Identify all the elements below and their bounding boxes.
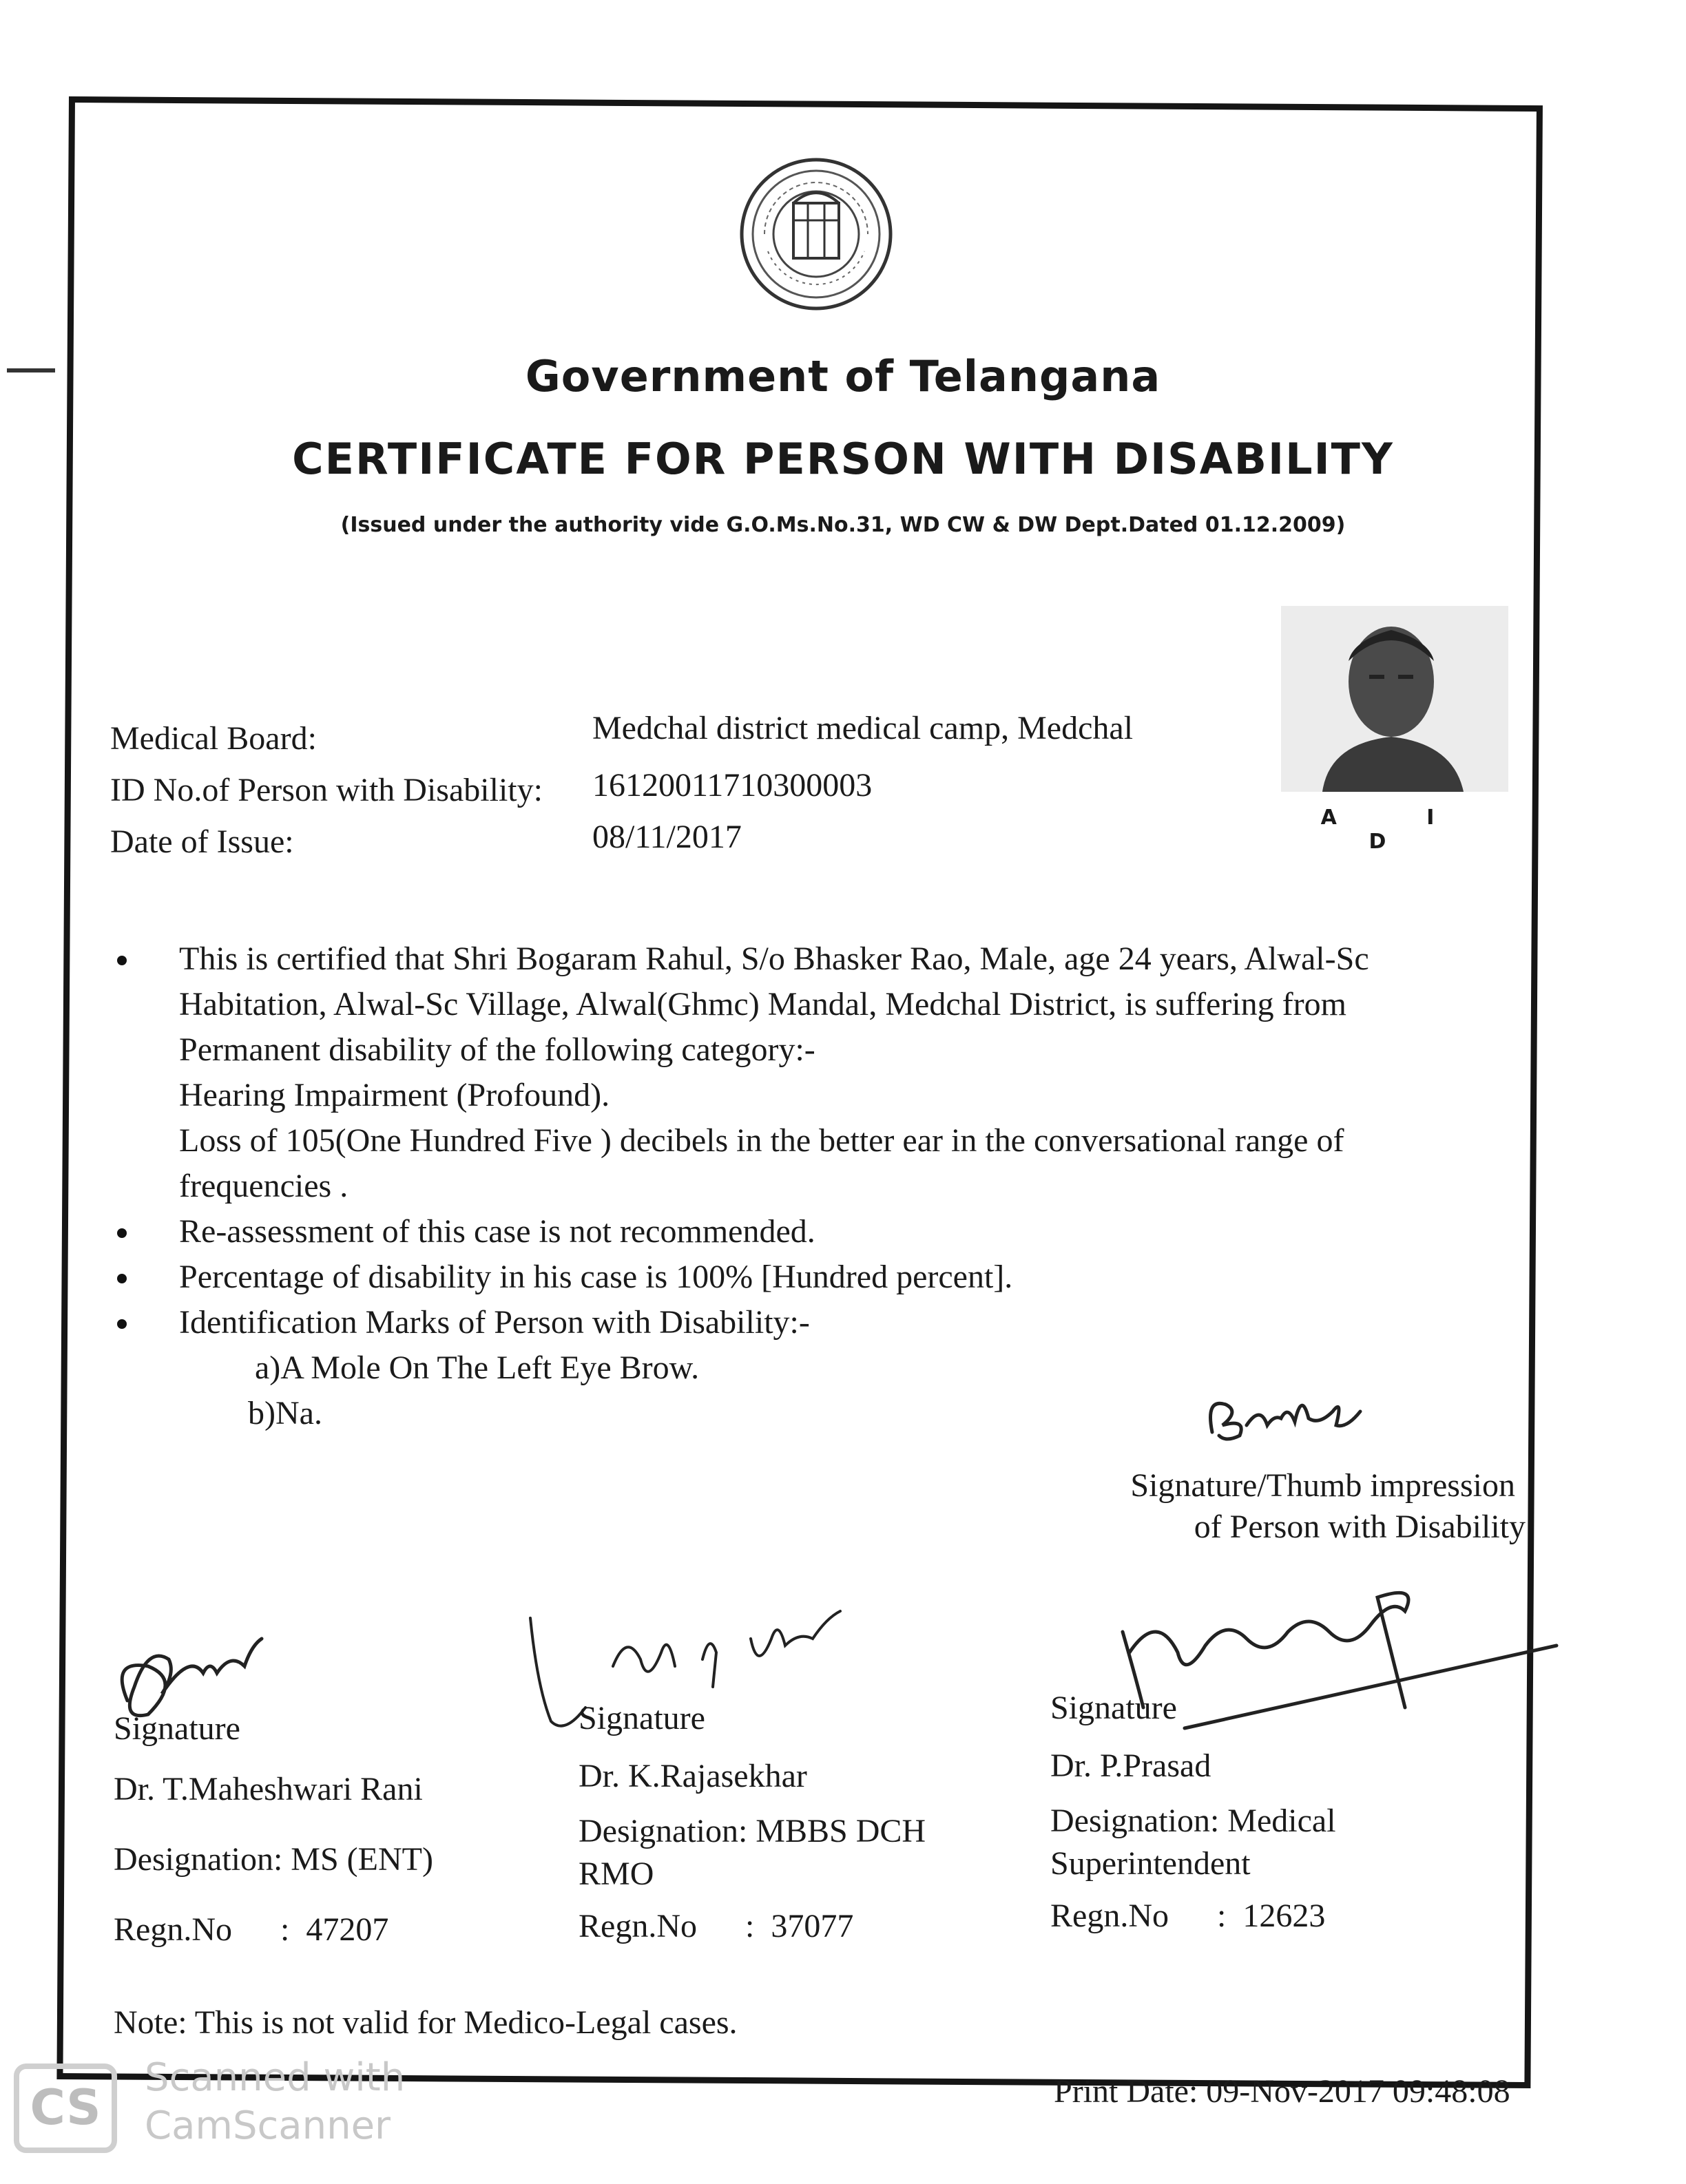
doctor-designation-cont: Superintendent <box>1050 1845 1251 1882</box>
signature-label: Signature <box>579 1700 705 1736</box>
doctor-designation-cont: RMO <box>579 1856 654 1892</box>
certification-statement <box>110 936 1460 1209</box>
statement-line: Permanent disability of the following category:- <box>179 1031 815 1068</box>
date-of-issue-value: 08/11/2017 <box>592 819 742 855</box>
regn-value: : 47207 <box>280 1911 389 1948</box>
doctor-name: Dr. T.Maheshwari Rani <box>114 1771 423 1807</box>
percentage-text: Percentage of disability in his case is 100% [Hundred percent]. <box>179 1259 1013 1295</box>
statement-line: Hearing Impairment (Profound). <box>179 1077 610 1113</box>
percentage-statement <box>110 1254 1460 1300</box>
regn-value: : 37077 <box>745 1908 854 1944</box>
bullet-icon <box>117 956 127 965</box>
doctor-name: Dr. P.Prasad <box>1050 1747 1211 1784</box>
doctor-2-block <box>579 1697 926 1948</box>
regn-label: Regn.No <box>579 1908 697 1944</box>
doctor-name: Dr. K.Rajasekhar <box>579 1758 807 1794</box>
doctor-designation: Designation: MBBS DCH <box>579 1813 926 1849</box>
doctor-3-block <box>1050 1687 1336 1938</box>
identification-mark-a: a)A Mole On The Left Eye Brow. <box>255 1350 700 1386</box>
applicant-photo <box>1281 606 1508 792</box>
identification-heading: Identification Marks of Person with Disability:- <box>179 1304 810 1341</box>
certificate-body <box>110 936 1460 1436</box>
bullet-icon <box>117 1319 127 1329</box>
bullet-icon <box>117 1228 127 1238</box>
medical-board-label: Medical Board: <box>110 720 317 757</box>
disability-id-value: 16120011710300003 <box>592 767 873 804</box>
doctor-1-block <box>114 1708 433 1951</box>
watermark-line-2: CamScanner <box>145 2103 391 2148</box>
doctor-regn <box>114 1909 433 1951</box>
validity-note: Note: This is not valid for Medico-Legal cases. <box>114 2004 738 2041</box>
government-title: Government of Telangana <box>525 351 1161 401</box>
doctor-designation: Designation: Medical <box>1050 1803 1336 1839</box>
print-date: Print Date: 09-Nov-2017 09:48:08 <box>1054 2073 1510 2110</box>
bullet-icon <box>117 1274 127 1283</box>
doctor-regn <box>579 1905 926 1948</box>
signature-label: Signature <box>1050 1690 1177 1726</box>
applicant-signature-caption-2: of Person with Disability <box>1194 1509 1526 1545</box>
doctor-regn <box>1050 1895 1336 1938</box>
authority-note: (Issued under the authority vide G.O.Ms.No.31, WD CW & DW Dept.Dated 01.12.2009) <box>340 513 1346 537</box>
disability-id-label: ID No.of Person with Disability: <box>110 772 543 808</box>
medical-board-value: Medchal district medical camp, Medchal <box>592 710 1134 746</box>
doctor-designation: Designation: MS (ENT) <box>114 1841 433 1878</box>
reassessment-text: Re-assessment of this case is not recommended. <box>179 1213 815 1250</box>
photo-caption: A I D <box>1320 806 1476 854</box>
regn-value: : 12623 <box>1216 1898 1326 1934</box>
signature-label: Signature <box>114 1710 240 1747</box>
statement-line: This is certified that Shri Bogaram Rahul, S/o Bhasker Rao, Male, age 24 years, Alwal-Sc <box>179 941 1369 977</box>
applicant-signature <box>1198 1377 1371 1453</box>
regn-label: Regn.No <box>1050 1898 1169 1934</box>
identification-mark-b: b)Na. <box>248 1395 322 1431</box>
reassessment-statement <box>110 1209 1460 1254</box>
certificate-title: CERTIFICATE FOR PERSON WITH DISABILITY <box>292 434 1394 484</box>
regn-label: Regn.No <box>114 1911 232 1948</box>
statement-line: Loss of 105(One Hundred Five ) decibels in the better ear in the conversational range of <box>179 1122 1344 1159</box>
watermark-line-1: Scanned with <box>145 2055 406 2100</box>
statement-line: frequencies . <box>179 1168 348 1204</box>
applicant-signature-caption: Signature/Thumb impression <box>1130 1467 1515 1504</box>
camscanner-logo-icon: CS <box>14 2064 117 2153</box>
telangana-emblem-icon <box>737 155 895 313</box>
camscanner-watermark <box>14 2055 468 2172</box>
statement-line: Habitation, Alwal-Sc Village, Alwal(Ghmc) Mandal, Medchal District, is suffering from <box>179 986 1346 1022</box>
date-of-issue-label: Date of Issue: <box>110 823 294 860</box>
